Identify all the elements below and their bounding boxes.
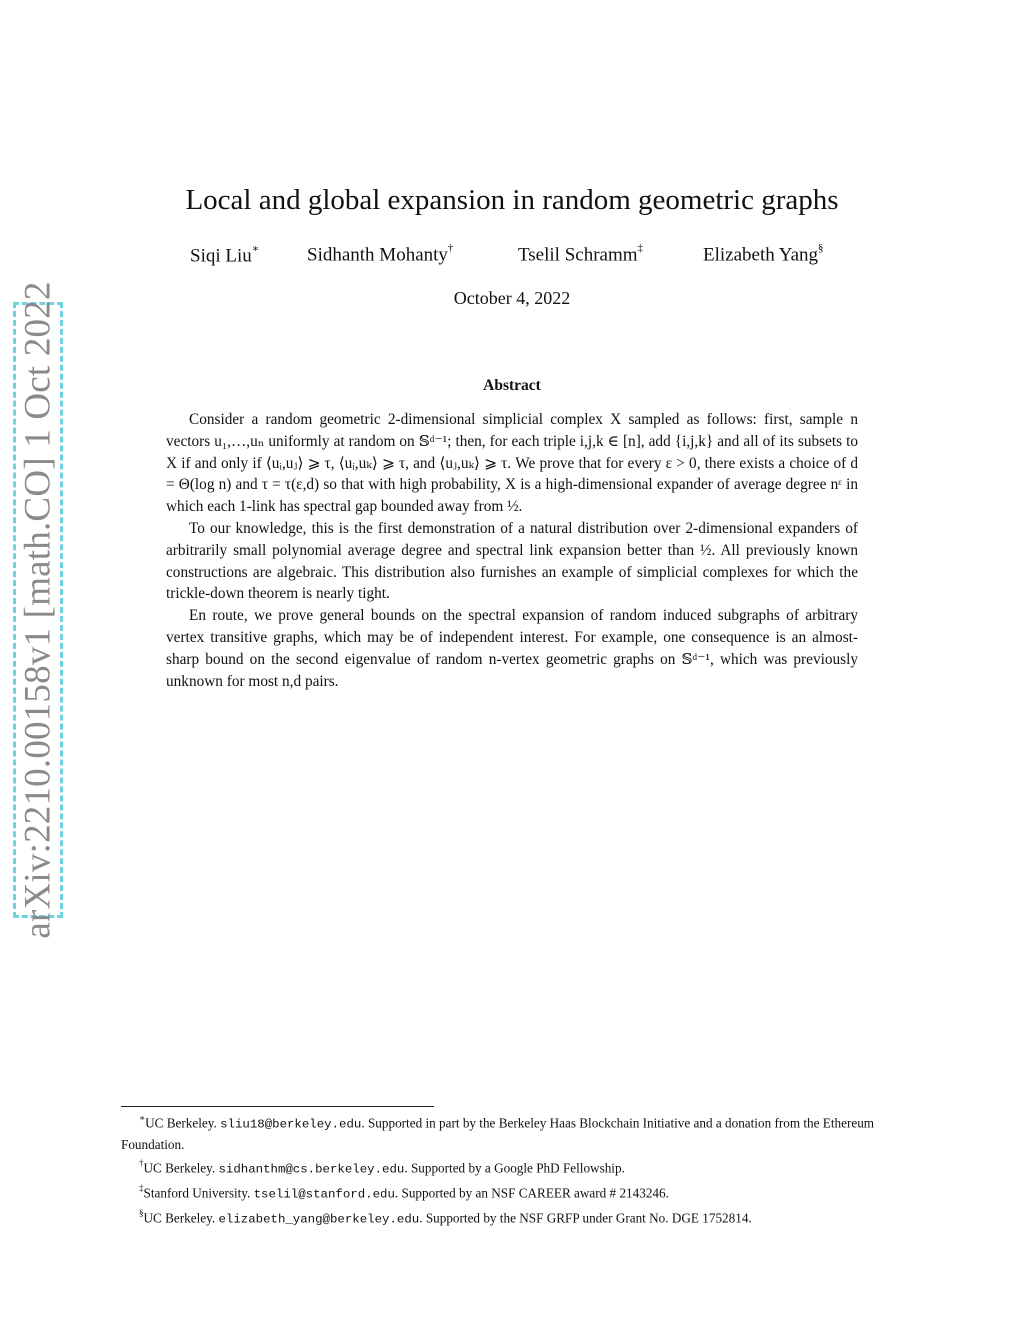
author: Elizabeth Yang§ <box>703 242 824 266</box>
footnote: †UC Berkeley. sidhanthm@cs.berkeley.edu. Supported by a Google PhD Fellowship. <box>139 1157 625 1177</box>
footnote: ∗UC Berkeley. sliu18@berkeley.edu. Supported in part by the Berkeley Haas Blockchain Initiative and a donation from the Ethereum Foundation. <box>121 1113 875 1153</box>
paper-date: October 4, 2022 <box>453 288 571 308</box>
author: Sidhanth Mohanty† <box>307 242 454 266</box>
email-link[interactable]: sidhanthm@cs.berkeley.edu <box>218 1162 405 1177</box>
abstract-body <box>166 409 858 692</box>
footnote-divider <box>121 1106 434 1107</box>
footnotes <box>121 1110 905 1231</box>
footnote: ‡Stanford University. tselil@stanford.edu. Supported by an NSF CAREER award # 2143246. <box>139 1183 669 1202</box>
paper-title: Local and global expansion in random geometric graphs <box>185 184 839 216</box>
arxiv-stamp-text: arXiv:2210.00158v1 [math.CO] 1 Oct 2022 <box>17 281 59 939</box>
author: Tselil Schramm‡ <box>518 242 644 266</box>
footnote: §UC Berkeley. elizabeth_yang@berkeley.edu. Supported by the NSF GRFP under Grant No. DGE 1752814. <box>139 1208 752 1227</box>
author: Siqi Liu∗ <box>190 243 260 267</box>
abstract-paragraph: Consider a random geometric 2-dimensional simplicial complex X sampled as follows: first, sample n vectors u₁,…,uₙ uniformly at random on 𝕊ᵈ⁻¹; then, for each triple i,j,k ∈ [n], add {i,j,k} and all of its subsets to X if and only if ⟨uᵢ,uⱼ⟩ ⩾ τ, ⟨uᵢ,uₖ⟩ ⩾ τ, and ⟨uⱼ,uₖ⟩ ⩾ τ. We prove that for every ε > 0, there exists a choice of d = Θ(log n) and τ = τ(ε,d) so that with high probability, X is a high-dimensional expander of average degree nᵋ in which each 1-link has spectral gap bounded away from ½. <box>166 411 858 516</box>
author-list <box>0 244 1024 274</box>
abstract-paragraph: En route, we prove general bounds on the spectral expansion of random induced subgraphs of arbitrary vertex transitive graphs, which may be of independent interest. For example, one consequence is an almost-sharp bound on the second eigenvalue of random n-vertex geometric graphs on 𝕊ᵈ⁻¹, which was previously unknown for most n,d pairs. <box>166 607 858 690</box>
email-link[interactable]: elizabeth_yang@berkeley.edu <box>218 1212 420 1227</box>
abstract-heading: Abstract <box>483 377 541 394</box>
abstract-paragraph: To our knowledge, this is the first demonstration of a natural distribution over 2-dimensional expanders of arbitrarily small polynomial average degree and spectral link expansion better than ½. All previously known constructions are algebraic. This distribution also furnishes an example of simplicial complexes for which the trickle-down theorem is nearly tight. <box>166 519 858 603</box>
email-link[interactable]: sliu18@berkeley.edu <box>220 1117 362 1132</box>
email-link[interactable]: tselil@stanford.edu <box>253 1187 395 1202</box>
